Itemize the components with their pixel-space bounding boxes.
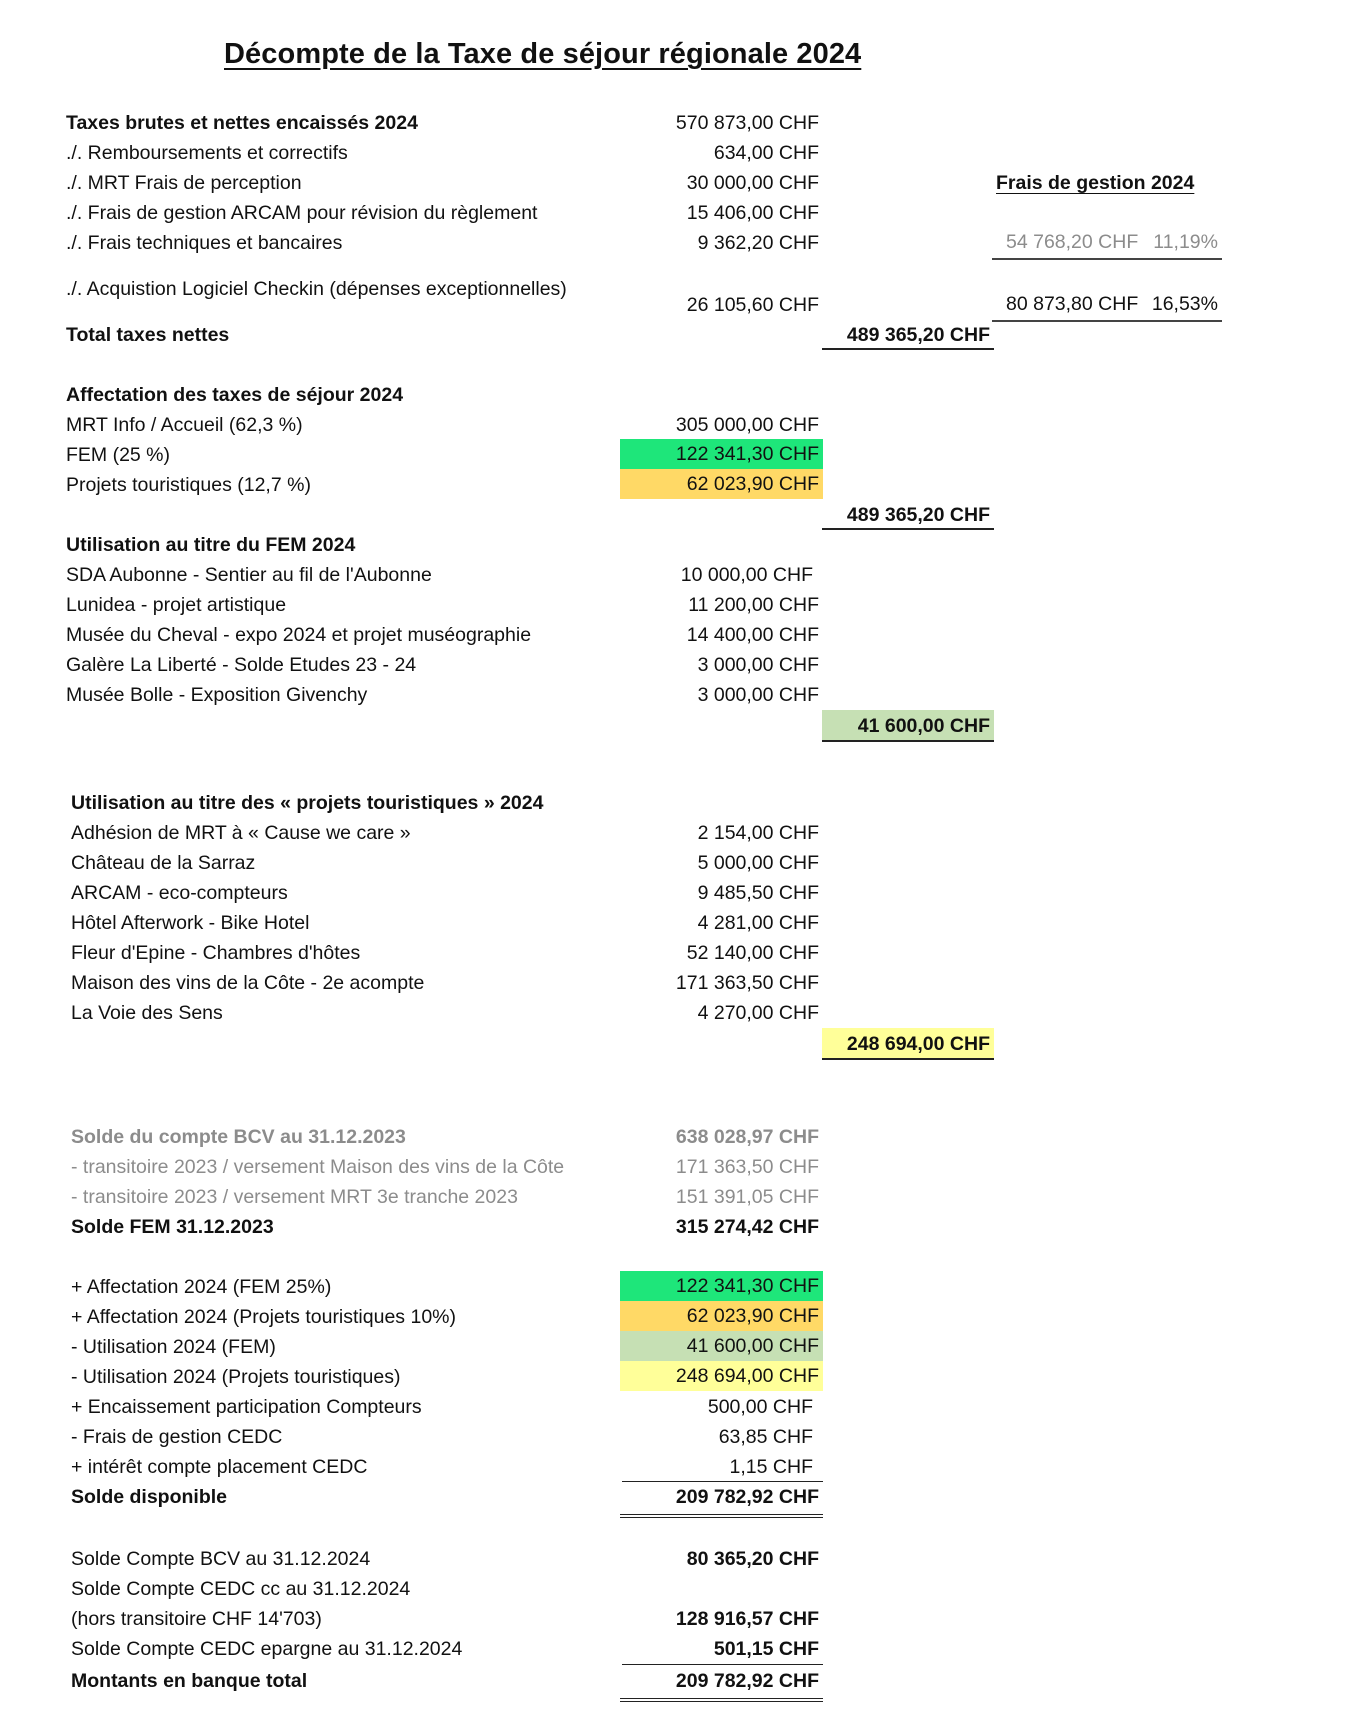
mouvement-utilisation-projets-amount: 248 694,00 CHF [620,1361,823,1391]
frais-gestion-title: Frais de gestion 2024 [996,172,1195,194]
fem-row-label: Galère La Liberté - Solde Etudes 23 - 24 [66,654,417,676]
banque-row-label: Solde Compte CEDC epargne au 31.12.2024 [71,1638,463,1660]
projets-row-label: La Voie des Sens [71,1002,223,1024]
affectation-projets-amount: 62 023,90 CHF [620,469,823,499]
projets-row-label: Maison des vins de la Côte - 2e acompte [71,972,425,994]
total-taxes-nettes-label: Total taxes nettes [66,324,230,346]
affectation-total-amount: 489 365,20 CHF [822,502,994,530]
projets-row-amount: 9 485,50 CHF [697,882,819,904]
affectation-header: Affectation des taxes de séjour 2024 [66,384,404,406]
banque-row-amount: 80 365,20 CHF [686,1548,819,1570]
transitoire-amount: 171 363,50 CHF [675,1156,819,1178]
projets-row-amount: 5 000,00 CHF [697,852,819,874]
fem-row-amount: 10 000,00 CHF [680,564,813,586]
banque-row-label: Solde Compte CEDC cc au 31.12.2024 [71,1578,411,1600]
recettes-row-label: ./. MRT Frais de perception [66,172,302,194]
projets-row-amount: 2 154,00 CHF [697,822,819,844]
mouvement-affectation-projets-amount: 62 023,90 CHF [620,1301,823,1331]
projets-row-label: ARCAM - eco-compteurs [71,882,288,904]
recettes-row-label: ./. Frais de gestion ARCAM pour révision du règlement [66,202,538,224]
frais-gestion-line-2 [992,290,1222,322]
fem-header: Utilisation au titre du FEM 2024 [66,534,356,556]
frais-gestion-value: 80 873,80 CHF [1006,293,1139,315]
mouvement-label: + Affectation 2024 (Projets touristiques 10%) [71,1306,456,1328]
banque-total-amount: 209 782,92 CHF [620,1668,823,1702]
projets-header: Utilisation au titre des « projets touristiques » 2024 [71,792,544,814]
recettes-row-label: ./. Remboursements et correctifs [66,142,348,164]
affectation-row-label: Projets touristiques (12,7 %) [66,474,311,496]
recettes-header-amount: 570 873,00 CHF [675,112,819,134]
affectation-row-label: FEM (25 %) [66,444,171,466]
solde-bcv-2023-amount: 638 028,97 CHF [675,1126,819,1148]
projets-row-amount: 4 270,00 CHF [697,1002,819,1024]
mouvement-amount: 500,00 CHF [707,1396,813,1418]
projets-row-amount: 52 140,00 CHF [686,942,819,964]
recettes-row-amount: 30 000,00 CHF [686,172,819,194]
frais-gestion-percent: 16,53% [1151,293,1218,315]
fem-row-amount: 11 200,00 CHF [688,594,819,616]
mouvement-amount: 1,15 CHF [729,1456,813,1478]
recettes-row-amount: 9 362,20 CHF [697,232,819,254]
solde-fem-2023-amount: 315 274,42 CHF [675,1216,819,1238]
transitoire-amount: 151 391,05 CHF [675,1186,819,1208]
projets-row-amount: 4 281,00 CHF [697,912,819,934]
solde-fem-2023-label: Solde FEM 31.12.2023 [71,1216,274,1238]
banque-row-amount: 128 916,57 CHF [675,1608,819,1630]
recettes-header-label: Taxes brutes et nettes encaissés 2024 [66,112,418,134]
banque-total-top-rule [622,1664,823,1665]
recettes-row-amount: 634,00 CHF [713,142,819,164]
recettes-row-amount: 15 406,00 CHF [686,202,819,224]
fem-row-amount: 14 400,00 CHF [686,624,819,646]
recettes-row-amount: 26 105,60 CHF [686,294,819,316]
projets-row-label: Château de la Sarraz [71,852,256,874]
solde-bcv-2023-label: Solde du compte BCV au 31.12.2023 [71,1126,406,1148]
affectation-row-amount: 305 000,00 CHF [675,414,819,436]
transitoire-label: - transitoire 2023 / versement MRT 3e tranche 2023 [71,1186,518,1208]
solde-disponible-amount: 209 782,92 CHF [620,1484,823,1518]
recettes-row-label: ./. Acquistion Logiciel Checkin (dépenses exceptionnelles) [66,278,567,300]
banque-row-label: (hors transitoire CHF 14'703) [71,1608,322,1630]
solde-disponible-top-rule [622,1481,823,1482]
projets-row-label: Fleur d'Epine - Chambres d'hôtes [71,942,361,964]
fem-total-amount: 41 600,00 CHF [822,710,994,742]
banque-row-label: Solde Compte BCV au 31.12.2024 [71,1548,371,1570]
fem-row-label: SDA Aubonne - Sentier au fil de l'Aubonne [66,564,432,586]
affectation-fem-amount: 122 341,30 CHF [620,439,823,469]
frais-gestion-line-1 [992,228,1222,260]
mouvement-amount: 63,85 CHF [718,1426,813,1448]
fem-row-amount: 3 000,00 CHF [697,654,819,676]
fem-row-amount: 3 000,00 CHF [697,684,819,706]
fem-row-label: Musée Bolle - Exposition Givenchy [66,684,368,706]
mouvement-label: + Affectation 2024 (FEM 25%) [71,1276,332,1298]
projets-row-amount: 171 363,50 CHF [675,972,819,994]
solde-disponible-label: Solde disponible [71,1486,228,1508]
mouvement-affectation-fem-amount: 122 341,30 CHF [620,1271,823,1301]
banque-row-amount: 501,15 CHF [713,1638,819,1660]
projets-row-label: Hôtel Afterwork - Bike Hotel [71,912,310,934]
mouvement-label: + intérêt compte placement CEDC [71,1456,368,1478]
affectation-row-label: MRT Info / Accueil (62,3 %) [66,414,303,436]
fem-row-label: Lunidea - projet artistique [66,594,287,616]
projets-row-label: Adhésion de MRT à « Cause we care » [71,822,411,844]
projets-total-amount: 248 694,00 CHF [822,1028,994,1060]
recettes-row-label: ./. Frais techniques et bancaires [66,232,343,254]
banque-total-label: Montants en banque total [71,1670,308,1692]
mouvement-label: + Encaissement participation Compteurs [71,1396,422,1418]
mouvement-utilisation-fem-amount: 41 600,00 CHF [620,1331,823,1361]
page-title: Décompte de la Taxe de séjour régionale 2024 [224,38,862,70]
transitoire-label: - transitoire 2023 / versement Maison des vins de la Côte [71,1156,565,1178]
frais-gestion-percent: 11,19% [1153,231,1218,253]
mouvement-label: - Utilisation 2024 (Projets touristiques) [71,1366,401,1388]
fem-row-label: Musée du Cheval - expo 2024 et projet muséographie [66,624,532,646]
total-taxes-nettes-amount: 489 365,20 CHF [822,322,994,350]
frais-gestion-value: 54 768,20 CHF [1006,231,1139,253]
mouvement-label: - Frais de gestion CEDC [71,1426,283,1448]
mouvement-label: - Utilisation 2024 (FEM) [71,1336,276,1358]
